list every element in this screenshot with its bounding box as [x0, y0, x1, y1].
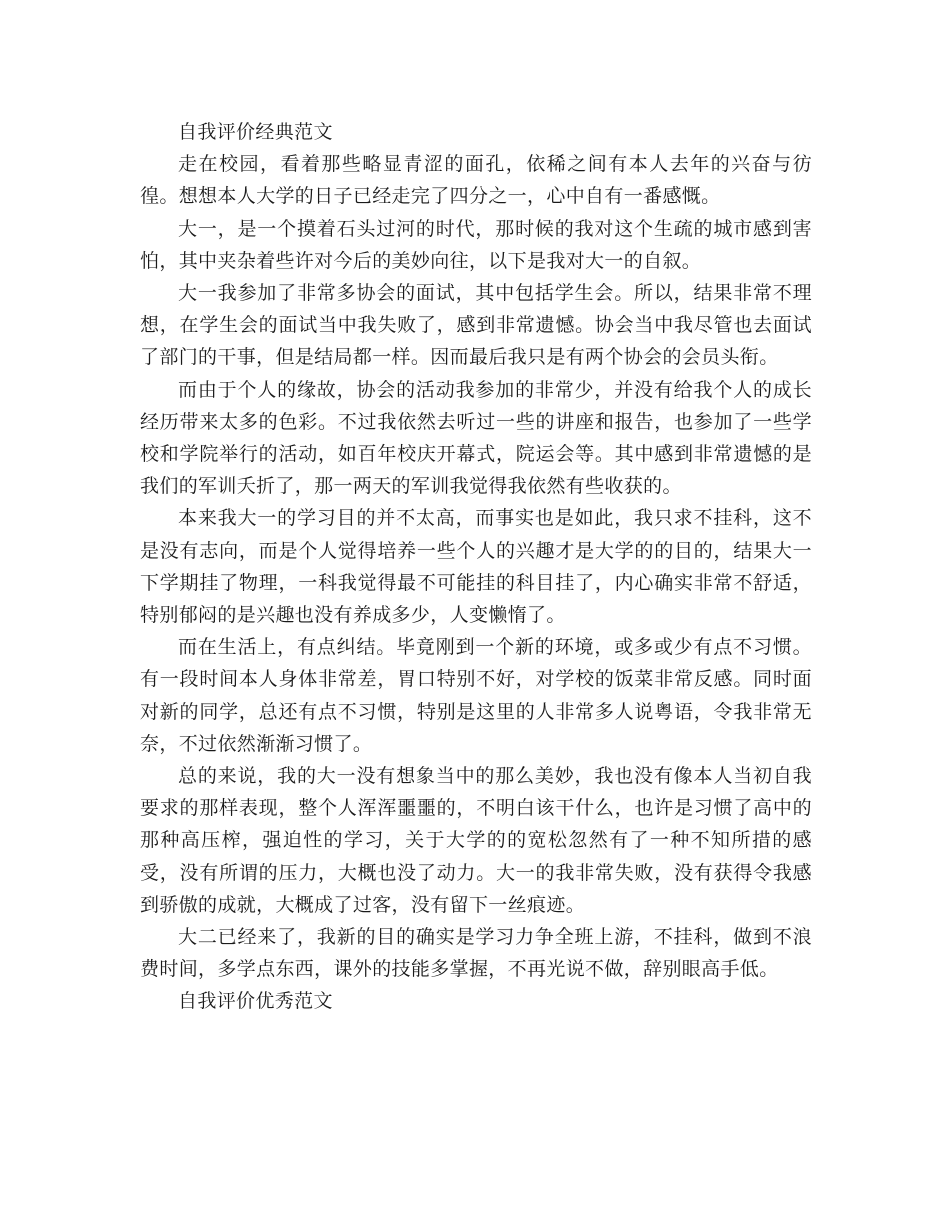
paragraph-2: 大一，是一个摸着石头过河的时代，那时候的我对这个生疏的城市感到害怕，其中夹杂着些许对今后的美妙向往，以下是我对大一的自叙。: [140, 217, 812, 272]
document-body: [140, 116, 812, 1018]
paragraph-4: 而由于个人的缘故，协会的活动我参加的非常少，并没有给我个人的成长经历带来太多的色彩。不过我依然去听过一些的讲座和报告，也参加了一些学校和学院举行的活动，如百年校庆开幕式，院运会等。其中感到非常遗憾的是我们的军训夭折了，那一两天的军训我觉得我依然有些收获的。: [140, 378, 812, 498]
section-heading-excellent: 自我评价优秀范文: [178, 990, 333, 1013]
paragraph-5: 本来我大一的学习目的并不太高，而事实也是如此，我只求不挂科，这不是没有志向，而是个人觉得培养一些个人的兴趣才是大学的的目的，结果大一下学期挂了物理，一科我觉得最不可能挂的科目挂了，内心确实非常不舒适，特别郁闷的是兴趣也没有养成多少，人变懒惰了。: [140, 507, 812, 627]
paragraph-7: 总的来说，我的大一没有想象当中的那么美妙，我也没有像本人当初自我要求的那样表现，整个人浑浑噩噩的，不明白该干什么，也许是习惯了高中的那种高压榨，强迫性的学习，关于大学的的宽松忽然有了一种不知所措的感受，没有所谓的压力，大概也没了动力。大一的我非常失败，没有获得令我感到骄傲的成就，大概成了过客，没有留下一丝痕迹。: [140, 765, 812, 916]
paragraph-6: 而在生活上，有点纠结。毕竟刚到一个新的环境，或多或少有点不习惯。有一段时间本人身体非常差，胃口特别不好，对学校的饭菜非常反感。同时面对新的同学，总还有点不习惯，特别是这里的人非常多人说粤语，令我非常无奈，不过依然渐渐习惯了。: [140, 636, 812, 755]
paragraph-1: 走在校园，看着那些略显青涩的面孔，依稀之间有本人去年的兴奋与彷徨。想想本人大学的日子已经走完了四分之一，心中自有一番感慨。: [140, 153, 812, 208]
paragraph-8: 大二已经来了，我新的目的确实是学习力争全班上游，不挂科，做到不浪费时间，多学点东西，课外的技能多掌握，不再光说不做，辞别眼高手低。: [140, 926, 812, 981]
paragraph-3: 大一我参加了非常多协会的面试，其中包括学生会。所以，结果非常不理想，在学生会的面试当中我失败了，感到非常遗憾。协会当中我尽管也去面试了部门的干事，但是结局都一样。因而最后我只是有两个协会的会员头衔。: [140, 282, 812, 369]
section-heading-classic: 自我评价经典范文: [178, 121, 333, 143]
